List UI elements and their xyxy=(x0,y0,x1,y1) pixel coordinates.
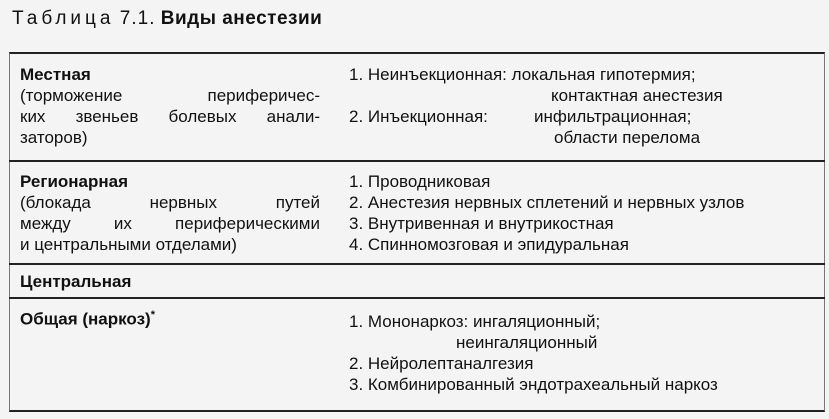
list-item-continuation: неингаляционный xyxy=(456,333,598,352)
list-item: 2. Нейролептаналгезия xyxy=(349,354,534,373)
row-description xyxy=(20,192,320,255)
list-item: 3. Комбинированный эндотрахеальный наркоз xyxy=(349,375,718,394)
row-right-cell xyxy=(349,64,819,148)
list-item: 1. Проводниковая xyxy=(349,172,491,191)
row-description-line: и центральными отделами) xyxy=(20,235,237,254)
caption-number: 7.1. xyxy=(119,8,156,29)
row-name: Центральная xyxy=(20,272,132,291)
row-name-text: Общая (наркоз) xyxy=(20,309,151,329)
row-divider xyxy=(9,263,825,265)
row-description-line: ких звеньев болевых анали- xyxy=(20,107,320,126)
list-item: 2. Анестезия нервных сплетений и нервных узлов xyxy=(349,193,745,212)
list-item xyxy=(349,106,819,127)
list-item: 1. Неинъекционная: локальная гипотермия; xyxy=(349,65,696,84)
list-item-continuation: контактная анестезия xyxy=(551,86,723,105)
row-left-cell xyxy=(20,305,320,330)
row-right-cell xyxy=(349,311,819,395)
row-right-cell xyxy=(349,171,819,255)
row-name: Местная xyxy=(20,65,91,84)
list-item: 4. Спинномозговая и эпидуральная xyxy=(349,235,629,254)
row-description-line: (блокада нервных путей xyxy=(20,193,320,212)
row-left-cell xyxy=(20,271,320,292)
list-item: 3. Внутривенная и внутрикостная xyxy=(349,214,614,233)
list-item-value: инфильтрационная; xyxy=(534,107,692,126)
row-description-line: заторов) xyxy=(20,128,88,147)
list-item: 1. Мононаркоз: ингаляционный; xyxy=(349,312,601,331)
row-left-cell xyxy=(20,64,320,148)
caption-title: Виды анестезии xyxy=(160,8,323,29)
footnote-mark: * xyxy=(150,309,155,321)
table-caption xyxy=(12,8,322,30)
row-description xyxy=(20,85,320,148)
caption-label: Таблица xyxy=(12,8,115,29)
row-description-line: между их периферическими xyxy=(20,214,320,233)
list-item-label: 2. Инъекционная: xyxy=(349,107,488,126)
row-left-cell xyxy=(20,171,320,255)
row-divider xyxy=(9,160,825,162)
list-item-continuation: области перелома xyxy=(554,128,701,147)
row-description-line: (торможение периферичес- xyxy=(20,86,320,105)
row-divider xyxy=(9,297,825,299)
row-name xyxy=(20,305,320,330)
row-name: Регионарная xyxy=(20,172,129,191)
